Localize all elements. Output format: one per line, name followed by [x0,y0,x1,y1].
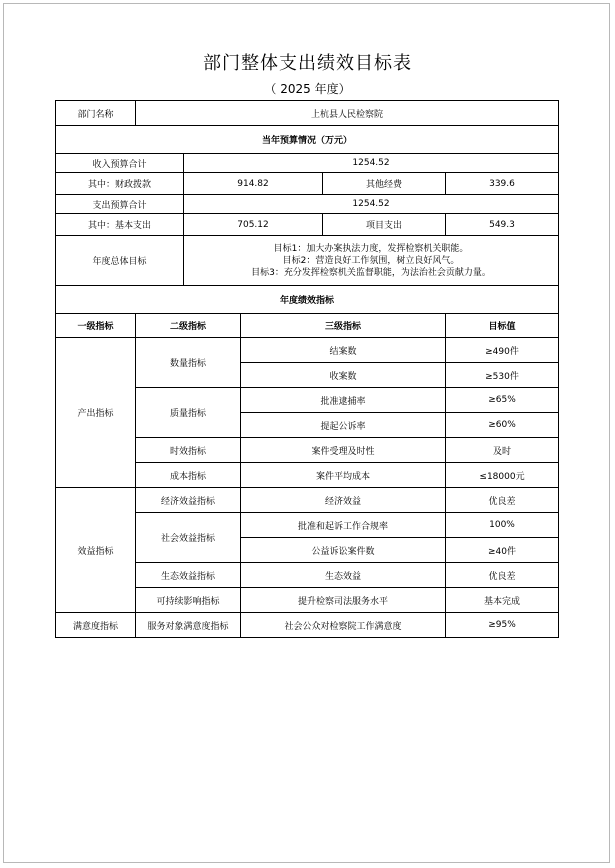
indicator-cell: 公益诉讼案件数 [241,538,446,563]
indicator-cell: 结案数 [241,338,446,363]
indicator-cell: 案件平均成本 [241,463,446,488]
ecological-indicator: 生态效益指标 [136,563,241,588]
indicator-cell: 经济效益 [241,488,446,513]
benefit-indicator: 效益指标 [56,488,136,613]
col-header-target: 目标值 [446,314,559,338]
target-cell: ≥490件 [446,338,559,363]
economic-indicator: 经济效益指标 [136,488,241,513]
output-indicator: 产出指标 [56,338,136,488]
timeliness-indicator: 时效指标 [136,438,241,463]
col-header-level2: 二级指标 [136,314,241,338]
indicator-cell: 提起公诉率 [241,413,446,438]
indicator-cell: 批准和起诉工作合规率 [241,513,446,538]
indicator-cell: 提升检察司法服务水平 [241,588,446,613]
performance-header: 年度绩效指标 [56,286,559,314]
col-header-level1: 一级指标 [56,314,136,338]
annual-goal-text [184,236,559,286]
page-title: 部门整体支出绩效目标表 [203,53,412,74]
income-total-value: 1254.52 [184,154,559,173]
target-cell: 及时 [446,438,559,463]
indicator-cell: 批准逮捕率 [241,388,446,413]
project-expense-value: 549.3 [446,214,559,236]
basic-expense-value: 705.12 [184,214,323,236]
income-total-label: 收入预算合计 [56,154,184,173]
project-expense-label: 项目支出 [323,214,446,236]
target-cell: 优良差 [446,563,559,588]
goal-line-3: 目标3：充分发挥检察机关监督职能，为法治社会贡献力量。 [251,267,491,278]
year-subtitle: （ 2025 年度） [264,82,351,96]
basic-expense-label: 其中：基本支出 [56,214,184,236]
target-cell: ≥95% [446,613,559,638]
annual-goal-label: 年度总体目标 [56,236,184,286]
performance-table [55,100,559,638]
other-funds-value: 339.6 [446,173,559,195]
target-cell: ≥530件 [446,363,559,388]
dept-name-value: 上杭县人民检察院 [136,101,559,126]
quantity-indicator: 数量指标 [136,338,241,388]
target-cell: 优良差 [446,488,559,513]
indicator-cell: 案件受理及时性 [241,438,446,463]
social-indicator: 社会效益指标 [136,513,241,563]
indicator-cell: 生态效益 [241,563,446,588]
indicator-cell: 收案数 [241,363,446,388]
target-cell: ≤18000元 [446,463,559,488]
fiscal-appropriation-value: 914.82 [184,173,323,195]
satisfaction-indicator: 满意度指标 [56,613,136,638]
goal-line-1: 目标1：加大办案执法力度，发挥检察机关职能。 [273,243,469,254]
cost-indicator: 成本指标 [136,463,241,488]
sustainability-indicator: 可持续影响指标 [136,588,241,613]
service-satisfaction-indicator: 服务对象满意度指标 [136,613,241,638]
target-cell: 100% [446,513,559,538]
budget-header: 当年预算情况（万元） [56,126,559,154]
expense-total-value: 1254.52 [184,195,559,214]
indicator-cell: 社会公众对检察院工作满意度 [241,613,446,638]
col-header-level3: 三级指标 [241,314,446,338]
expense-total-label: 支出预算合计 [56,195,184,214]
goal-line-2: 目标2：营造良好工作氛围，树立良好风气。 [282,255,460,266]
target-cell: ≥60% [446,413,559,438]
other-funds-label: 其他经费 [323,173,446,195]
fiscal-appropriation-label: 其中：财政拨款 [56,173,184,195]
quality-indicator: 质量指标 [136,388,241,438]
dept-name-label: 部门名称 [56,101,136,126]
target-cell: ≥65% [446,388,559,413]
target-cell: 基本完成 [446,588,559,613]
target-cell: ≥40件 [446,538,559,563]
